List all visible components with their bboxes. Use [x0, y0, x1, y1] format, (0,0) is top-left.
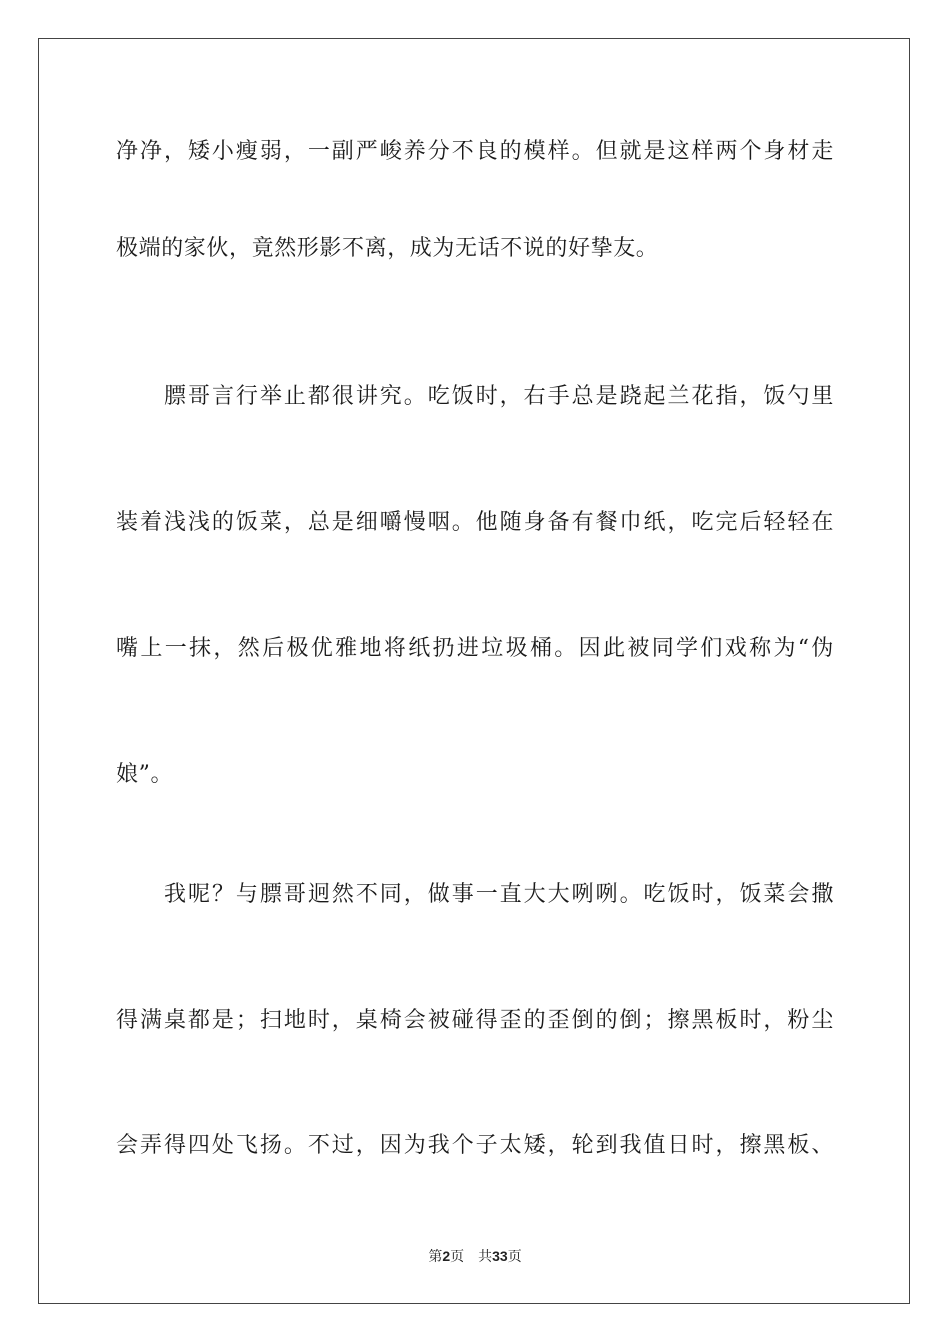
body-text-line: 极端的家伙，竟然形影不离，成为无话不说的好挚友。 [116, 236, 659, 261]
body-text-line: 会弄得四处飞扬。不过，因为我个子太矮，轮到我值日时，擦黑板、 [116, 1133, 834, 1158]
body-text-line: 娘”。 [116, 762, 174, 787]
body-text-line: 嘴上一抹，然后极优雅地将纸扔进垃圾桶。因此被同学们戏称为“伪 [116, 636, 834, 661]
page-label-suffix: 页 [450, 1249, 465, 1265]
total-pages: 33 [492, 1248, 508, 1264]
page-border [38, 38, 910, 1304]
page-footer [0, 1246, 950, 1267]
page-label-prefix: 第 [428, 1249, 443, 1265]
paragraph-first-line: 膘哥言行举止都很讲究。吃饭时，右手总是跷起兰花指，饭勺里 [164, 384, 834, 409]
page-number: 2 [442, 1248, 451, 1264]
body-text-line: 装着浅浅的饭菜，总是细嚼慢咽。他随身备有餐巾纸，吃完后轻轻在 [116, 510, 834, 535]
paragraph-first-line: 我呢？与膘哥迥然不同，做事一直大大咧咧。吃饭时，饭菜会撒 [164, 882, 834, 907]
body-text-line: 净净，矮小瘦弱，一副严峻养分不良的模样。但就是这样两个身材走 [116, 139, 834, 164]
total-label-prefix: 共 [478, 1249, 493, 1265]
body-text-line: 得满桌都是；扫地时，桌椅会被碰得歪的歪倒的倒；擦黑板时，粉尘 [116, 1008, 834, 1033]
total-label-suffix: 页 [507, 1249, 522, 1265]
